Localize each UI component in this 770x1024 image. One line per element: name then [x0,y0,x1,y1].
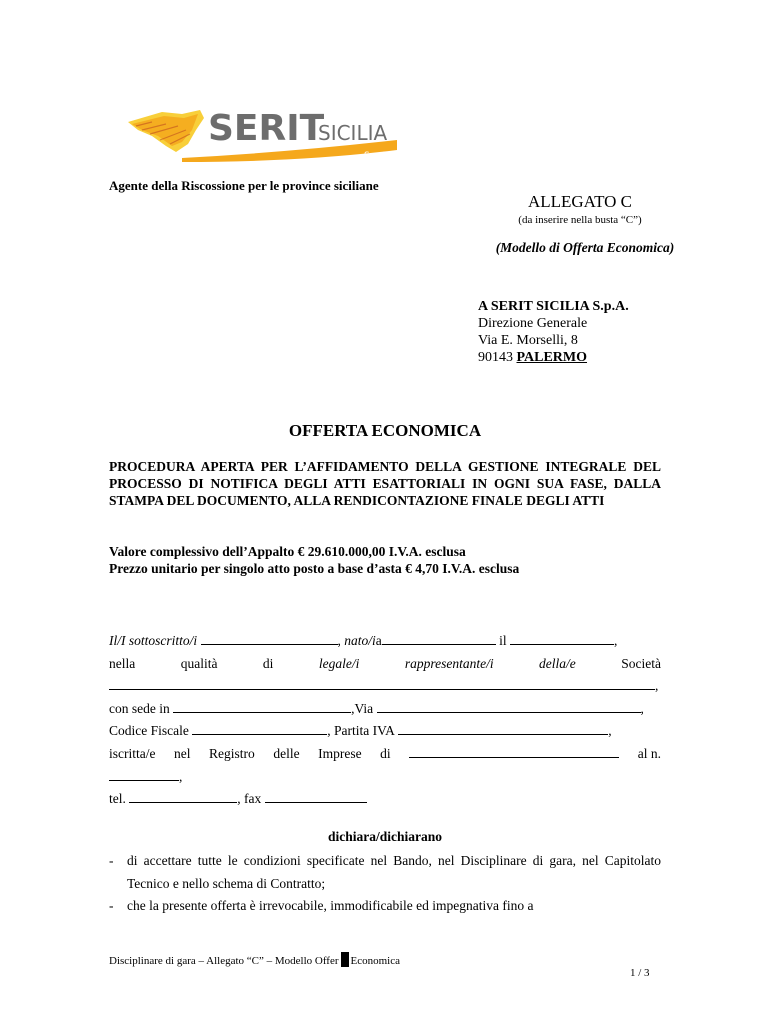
label-legale: legale/i [318,655,360,671]
field-codice-fiscale[interactable] [192,720,327,735]
label-fax: , fax [237,791,262,807]
logo-suffix: SICILIA [318,121,388,145]
label-delle: delle [273,745,300,761]
form-row-societa-field [109,675,661,698]
address-line-company: A SERIT SICILIA S.p.A. [478,299,629,314]
field-tel[interactable] [129,788,237,803]
label-tel: tel. [109,791,126,807]
label-codice-fiscale: Codice Fiscale [109,723,189,739]
label-sottoscritto: Il/I sottoscritto/i [109,633,198,648]
label-partita-iva: , Partita IVA [327,723,395,739]
form-row-codice [109,720,661,743]
label-nel: nel [174,745,191,761]
footer-text-right: Economica [350,955,400,967]
field-numero-registro[interactable] [109,766,179,781]
list-item-text: che la presente offerta è irrevocabile, immodificabile ed impegnativa fino a [127,898,534,913]
list-item: - di accettare tutte le condizioni specificate nel Bando, nel Disciplinare di gara, nel Capitolato Tecnico e nello schema di Contratto; [109,850,661,895]
list-item: - che la presente offerta è irrevocabile, immodificabile ed impegnativa fino a [109,895,661,918]
field-sottoscritto[interactable] [201,630,338,645]
label-nato: nato/i [344,633,376,648]
comma-6: , [179,768,183,784]
field-partita-iva[interactable] [398,720,608,735]
form-row-sede [109,698,661,721]
label-qualita: qualità [180,655,218,671]
page-number: 1 / 3 [630,967,650,979]
declaration-form [109,630,661,811]
recipient-address [478,298,629,366]
list-item-text: di accettare tutte le condizioni specificate nel Bando, nel Disciplinare di gara, nel Capitolato Tecnico e nello schema di Contratto; [127,853,661,891]
field-registro[interactable] [409,743,619,758]
address-line-city [478,349,629,366]
value-block [109,543,519,577]
form-row-qualita [109,653,661,676]
page-footer [109,952,400,967]
logo-name: SERIT [208,108,325,149]
address-city: PALERMO [516,350,588,365]
label-registro: Registro [209,745,255,761]
unit-price: Prezzo unitario per singolo atto posto a base d’asta € 4,70 I.V.A. esclusa [109,561,520,576]
field-fax[interactable] [265,788,367,803]
declaration-title: dichiara/dichiarano [327,829,442,844]
address-line-street: Via E. Morselli, 8 [478,333,578,348]
label-via: ,Via [351,700,374,716]
comma-3: , [655,678,659,694]
label-il: il [499,633,507,648]
modello-label: (Modello di Offerta Economica) [495,240,675,255]
field-luogo-nascita[interactable] [382,630,496,645]
address-cap: 90143 [478,350,517,365]
form-row-sottoscritto [109,630,661,653]
address-line-direction: Direzione Generale [478,316,588,331]
form-row-numero [109,766,661,789]
logo-badge: S.p.A. [364,151,391,161]
field-societa[interactable] [109,675,655,690]
field-via[interactable] [377,698,641,713]
form-row-contatti [109,788,661,811]
allegato-block [480,192,680,226]
serit-sicilia-logo [122,100,402,168]
label-nella: nella [109,655,136,671]
comma-4: , [640,700,644,716]
label-della: della/e [539,655,576,671]
comma-1: , [337,633,341,648]
label-imprese: Imprese [318,745,362,761]
field-sede[interactable] [173,698,351,713]
total-value: Valore complessivo dell’Appalto € 29.610.000,00 I.V.A. esclusa [109,544,466,559]
label-di: di [262,655,274,671]
label-al-n: al n. [637,745,661,761]
comma-5: , [608,723,612,739]
label-a: a [375,633,382,648]
redaction-block [341,952,349,967]
label-con-sede: con sede in [109,700,170,716]
label-iscritta: iscritta/e [109,745,156,761]
footer-text-left: Disciplinare di gara – Allegato “C” – Modello Offer [109,955,339,967]
label-di-registro: di [380,745,391,761]
agent-text: Agente della Riscossione per le province siciliane [109,178,379,193]
declaration-list [109,850,661,918]
allegato-subtitle: (da inserire nella busta “C”) [518,214,642,226]
label-societa: Società [621,655,661,671]
field-data-nascita[interactable] [510,630,614,645]
form-row-registro [109,743,661,766]
comma-2: , [614,633,618,648]
procedure-title: PROCEDURA APERTA PER L’AFFIDAMENTO DELLA GESTIONE INTEGRALE DEL PROCESSO DI NOTIFICA DEGLI ATTI ESATTORIALI IN OGNI SUA FASE, DALLA STAMPA DEL DOCUMENTO, ALLA RENDICONTAZIONE FINALE DEGLI ATTI [109,459,661,508]
allegato-title: ALLEGATO C [527,192,633,211]
page-title: OFFERTA ECONOMICA [288,421,482,440]
label-rappresentante: rappresentante/i [404,655,494,671]
